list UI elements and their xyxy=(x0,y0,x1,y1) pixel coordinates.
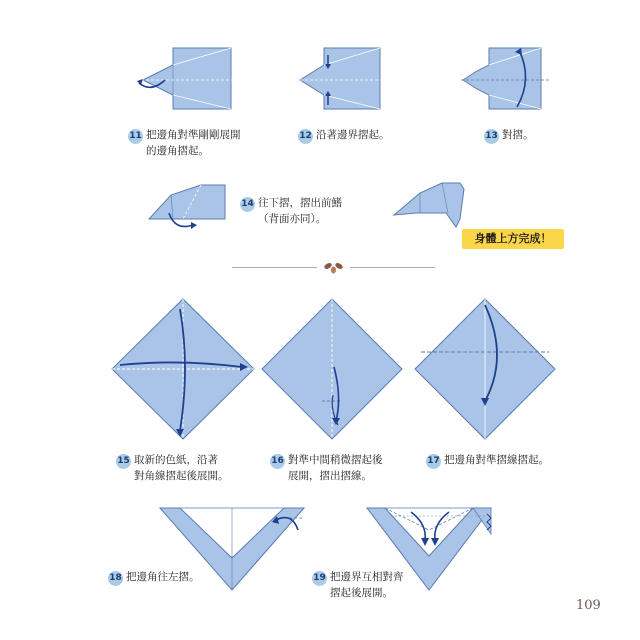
leaf-ornament-icon xyxy=(322,259,346,275)
divider-left xyxy=(232,267,317,268)
step-19-caption xyxy=(312,570,404,600)
step-12-number: 12 xyxy=(298,129,313,144)
step-13-text: 對摺。 xyxy=(502,129,534,141)
step-18-caption xyxy=(108,570,200,586)
page-number: 109 xyxy=(576,598,601,613)
completion-badge: 身體上方完成！ xyxy=(462,229,564,249)
step-19-number: 19 xyxy=(312,571,327,586)
divider-right xyxy=(350,267,435,268)
step-16-diagram xyxy=(260,297,405,442)
step-14-number: 14 xyxy=(240,197,255,212)
step-12-diagram xyxy=(292,45,392,115)
step-16-text-line2: 展開，摺出摺線。 xyxy=(288,470,372,482)
step-11-text: 把邊角對準剛剛展開 xyxy=(146,129,241,141)
step-16-number: 16 xyxy=(270,454,285,469)
step-18-text: 把邊角往左摺。 xyxy=(126,571,200,583)
step-15-number: 15 xyxy=(116,454,131,469)
step-11-number: 11 xyxy=(128,129,143,144)
step-15-text-line2: 對角線摺起後展開。 xyxy=(134,470,229,482)
step-13-number: 13 xyxy=(484,129,499,144)
step-13-caption xyxy=(484,128,534,144)
step-17-number: 17 xyxy=(426,454,441,469)
step-14-diagram xyxy=(145,177,245,237)
step-14-text-line2: （背面亦同）。 xyxy=(258,213,327,225)
step-11-caption xyxy=(128,128,241,158)
step-12-caption xyxy=(298,128,390,144)
step-17-text: 把邊角對準摺線摺起。 xyxy=(444,454,549,466)
step-14-text: 往下摺，摺出前鰭 xyxy=(258,197,342,209)
step-17-diagram xyxy=(413,297,558,442)
step-12-text: 沿著邊界摺起。 xyxy=(316,129,390,141)
step-14-caption xyxy=(240,196,342,226)
step-19-text-line2: 摺起後展開。 xyxy=(330,587,393,599)
step-19-text: 把邊界互相對齊 xyxy=(330,571,404,583)
step-11-text-line2: 的邊角摺起。 xyxy=(146,145,209,157)
step-18-number: 18 xyxy=(108,571,123,586)
step-15-diagram xyxy=(108,297,258,442)
step-16-text: 對準中間稍微摺起後 xyxy=(288,454,383,466)
step-11-diagram xyxy=(135,45,245,115)
step-17-caption xyxy=(426,453,549,469)
step-15-text: 取新的色紙，沿著 xyxy=(134,454,218,466)
step-14-result-diagram xyxy=(390,177,480,237)
step-15-caption xyxy=(116,453,229,483)
step-16-caption xyxy=(270,453,383,483)
step-13-diagram xyxy=(455,45,555,115)
